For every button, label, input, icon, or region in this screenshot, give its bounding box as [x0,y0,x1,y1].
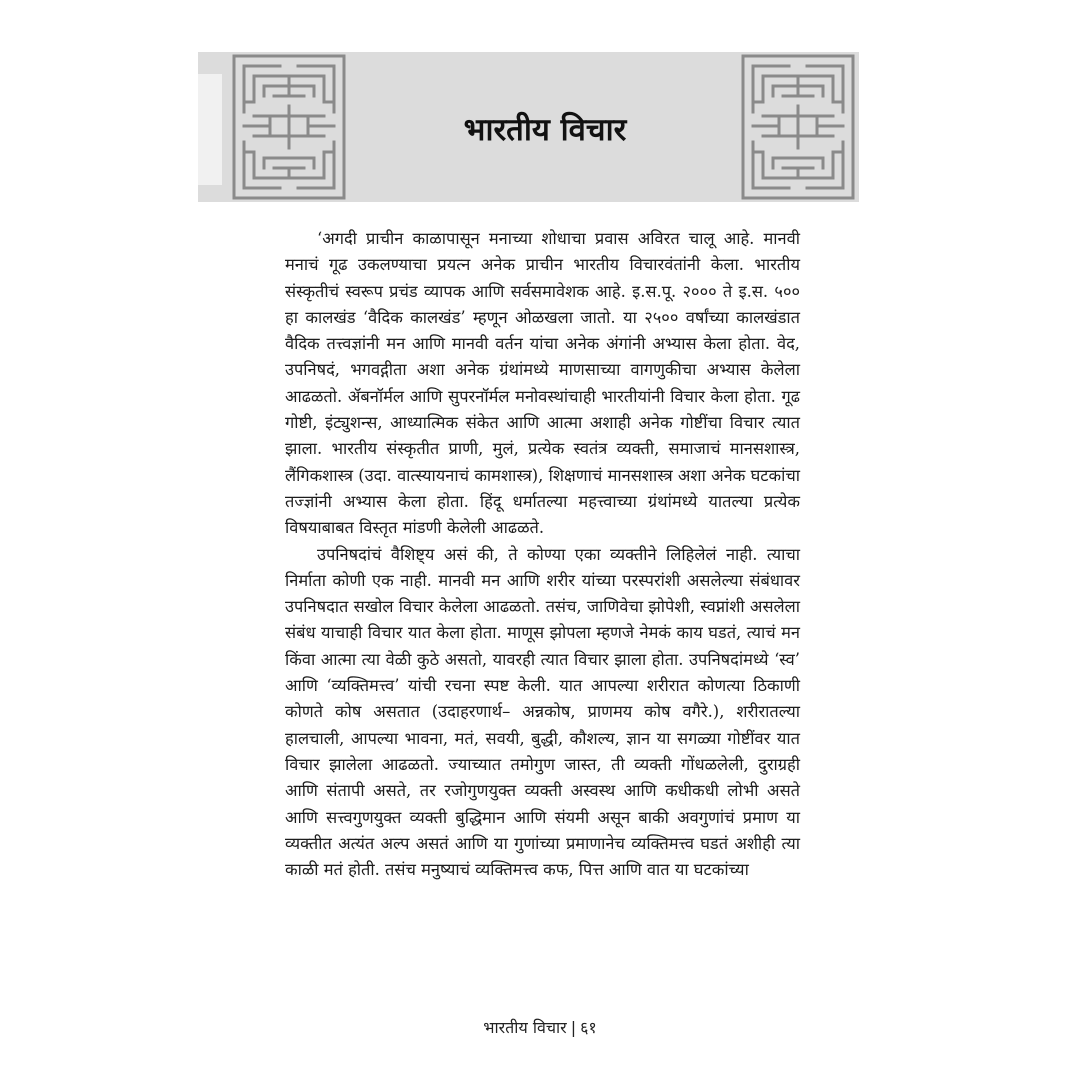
running-title: भारतीय विचार [483,1018,567,1037]
body-paragraph: ‘अगदी प्राचीन काळापासून मनाच्या शोधाचा प्रवास अविरत चालू आहे. मानवी मनाचं गूढ उकलण्याचा प्रयत्न अनेक प्राचीन भारतीय विचारवंतांनी केला. भारतीय संस्कृतीचं स्वरूप प्रचंड व्यापक आणि सर्वसमावेशक आहे. इ.स.पू. २००० ते इ.स. ५०० हा कालखंड ‘वैदिक कालखंड’ म्हणून ओळखला जातो. या २५०० वर्षांच्या कालखंडात वैदिक तत्त्वज्ञांनी मन आणि मानवी वर्तन यांचा अनेक अंगांनी अभ्यास केला होता. वेद, उपनिषदं, भगवद्गीता अशा अनेक ग्रंथांमध्ये माणसाच्या वागणुकीचा अभ्यास केलेला आढळतो. ॲबनॉर्मल आणि सुपरनॉर्मल मनोवस्थांचाही भारतीयांनी विचार केला होता. गूढ गोष्टी, इंट्युशन्स, आध्यात्मिक संकेत आणि आत्मा अशाही अनेक गोष्टींचा विचार त्यात झाला. भारतीय संस्कृतीत प्राणी, मुलं, प्रत्येक स्वतंत्र व्यक्ती, समाजाचं मानसशास्त्र, लैंगिकशास्त्र (उदा. वात्स्यायनाचं कामशास्त्र), शिक्षणाचं मानसशास्त्र अशा अनेक घटकांचा तज्ज्ञांनी अभ्यास केला होता. हिंदू धर्मातल्या महत्त्वाच्या ग्रंथांमध्ये यातल्या प्रत्येक विषयाबाबत विस्तृत मांडणी केलेली आढळते. [285,229,800,538]
page-number: ६१ [580,1018,597,1037]
maze-pattern-right-icon [739,52,857,202]
chapter-title: भारतीय विचार [463,112,627,148]
maze-pattern-left-icon [230,52,348,202]
header-band-edge [198,74,222,185]
page-footer [0,1016,1080,1038]
body-paragraph: उपनिषदांचं वैशिष्ट्य असं की, ते कोण्या एका व्यक्तीने लिहिलेलं नाही. त्याचा निर्माता कोणी एक नाही. मानवी मन आणि शरीर यांच्या परस्परांशी असलेल्या संबंधावर उपनिषदात सखोल विचार केलेला आढळतो. तसंच, जाणिवेचा झोपेशी, स्वप्नांशी असलेला संबंध याचाही विचार यात केला होता. माणूस झोपला म्हणजे नेमकं काय घडतं, त्याचं मन किंवा आत्मा त्या वेळी कुठे असतो, यावरही त्यात विचार झाला होता. उपनिषदांमध्ये ‘स्व’ आणि ‘व्यक्तिमत्त्व’ यांची रचना स्पष्ट केली. यात आपल्या शरीरात कोणत्या ठिकाणी कोणते कोष असतात (उदाहरणार्थ– अन्नकोष, प्राणमय कोष वगैरे.), शरीरातल्या हालचाली, आपल्या भावना, मतं, सवयी, बुद्धी, कौशल्य, ज्ञान या सगळ्या गोष्टींवर यात विचार झालेला आढळतो. ज्याच्यात तमोगुण जास्त, ती व्यक्ती गोंधळलेली, दुराग्रही आणि संतापी असते, तर रजोगुणयुक्त व्यक्ती अस्वस्थ आणि कधीकधी लोभी असते आणि सत्त्वगुणयुक्त व्यक्ती बुद्धिमान आणि संयमी असून बाकी अवगुणांचं प्रमाण या व्यक्तीत अत्यंत अल्प असतं आणि या गुणांच्या प्रमाणानेच व्यक्तिमत्त्व घडतं अशीही त्या काळी मतं होती. तसंच मनुष्याचं व्यक्तिमत्त्व कफ, पित्त आणि वात या घटकांच्या [285,544,800,880]
footer-separator: | [570,1018,577,1037]
chapter-body [285,226,800,883]
